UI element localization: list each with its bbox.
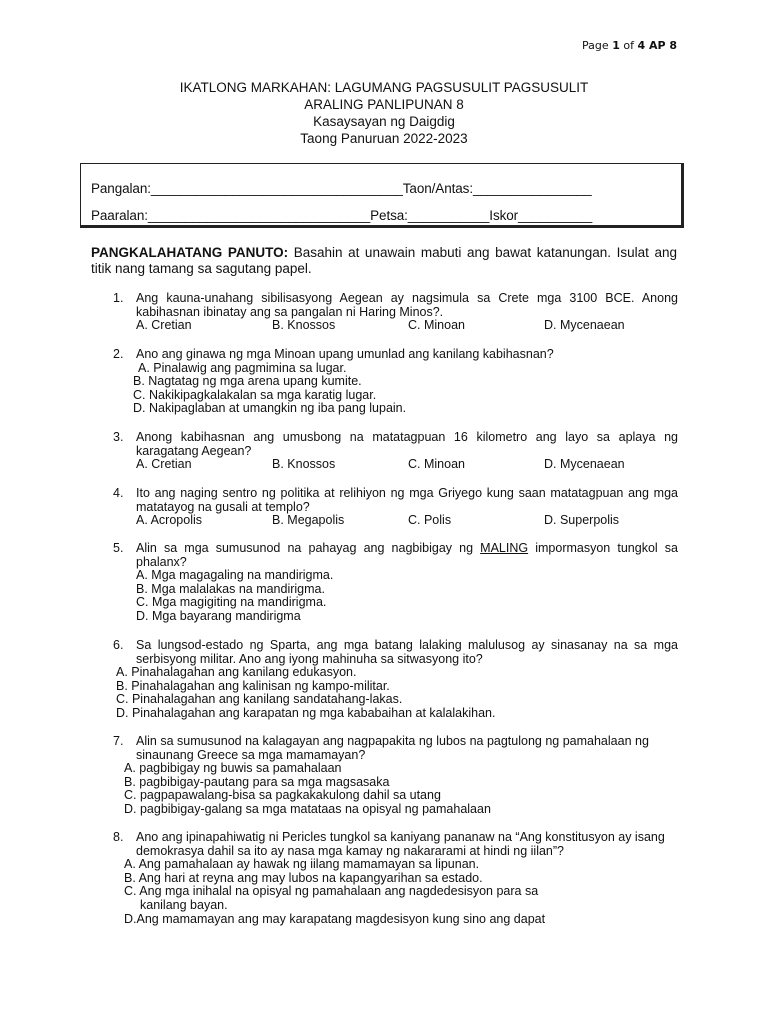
option-a[interactable]: A. Mga magagaling na mandirigma. (136, 568, 334, 583)
exam-title: IKATLONG MARKAHAN: LAGUMANG PAGSUSULIT PAGSUSULIT (179, 80, 589, 95)
question-stem: Anong kabihasnan ang umusbong na matatagpuan 16 kilometro ang layo sa aplaya ng karagatang Aegean? (136, 430, 678, 458)
question-number: 7. (113, 734, 124, 748)
option-c-continued: kanilang bayan. (140, 897, 228, 912)
option-d[interactable]: D. pagbibigay-galang sa mga matataas na opisyal ng pamahalaan (124, 801, 491, 816)
option-a[interactable]: A. pagbibigay ng buwis sa pamahalaan (124, 761, 342, 776)
option-d[interactable]: D. Pinahalagahan ang karapatan ng mga kababaihan at kalalakihan. (116, 705, 496, 720)
student-info-box (80, 163, 684, 228)
page-subject: AP 8 (645, 39, 677, 52)
question-7 (113, 735, 678, 817)
question-2 (113, 348, 678, 416)
option-c[interactable]: C. Polis (408, 513, 452, 528)
option-c[interactable]: C. Mga magigiting na mandirigma. (136, 595, 327, 610)
question-stem: Ano ang ipinapahiwatig ni Pericles tungkol sa kaniyang pananaw na “Ang konstitusyon ay isang demokrasya dahil sa ito ay nasa mga kamay ng nakararami at hindi ng iilan”? (136, 830, 665, 858)
question-number: 8. (113, 830, 124, 844)
question-stem: Ang kauna-unahang sibilisasyong Aegean ay nagsimula sa Crete mga 3100 BCE. Anong kabihasnan ibinatay ang sa pangalan ni Haring Minos?. (136, 291, 678, 319)
directions-label: PANGKALAHATANG PANUTO: (91, 245, 289, 260)
question-number: 4. (113, 486, 124, 500)
question-number: 6. (113, 638, 124, 652)
page-indicator (582, 39, 677, 52)
option-d[interactable]: D.Ang mamamayan ang may karapatang magdesisyon kung sino ang dapat (124, 911, 546, 926)
question-stem: Alin sa sumusunod na kalagayan ang nagpapakita ng lubos na pagtulong ng pamahalaan ng sinaunang Greece sa mga mamamayan? (136, 734, 649, 762)
option-c[interactable]: C. Ang mga inihalal na opisyal ng pamahalaan ang nagdedesisyon para sa (124, 884, 539, 899)
question-4 (113, 487, 678, 528)
question-number: 3. (113, 430, 124, 444)
option-b[interactable]: B. Megapolis (272, 513, 345, 528)
exam-header (0, 79, 768, 147)
question-5 (113, 542, 678, 624)
emphasis-maling: MALING (480, 541, 529, 555)
option-d[interactable]: D. Superpolis (544, 513, 620, 528)
name-year-row[interactable]: Pangalan:__________________________________Taon/Antas:________________ (91, 181, 592, 196)
option-b[interactable]: B. Pinahalagahan ang kalinisan ng kampo-militar. (116, 678, 390, 693)
option-a[interactable]: A. Pinahalagahan ang kanilang edukasyon. (116, 665, 357, 680)
option-d[interactable]: D. Nakipaglaban at umangkin ng iba pang lupain. (133, 401, 407, 416)
exam-school-year: Taong Panuruan 2022-2023 (300, 131, 468, 146)
option-b[interactable]: B. Knossos (272, 318, 336, 333)
question-6 (113, 639, 678, 721)
option-b[interactable]: B. Ang hari at reyna ang may lubos na kapangyarihan sa estado. (124, 870, 483, 885)
option-b[interactable]: B. pagbibigay-pautang para sa mga magsasaka (124, 774, 390, 789)
question-3 (113, 431, 678, 472)
question-stem: Ano ang ginawa ng mga Minoan upang umunlad ang kanilang kabihasnan? (136, 347, 554, 361)
option-c[interactable]: C. Minoan (408, 318, 465, 333)
directions-text: Basahin at unawain mabuti ang bawat katanungan. Isulat ang titik nang tamang sa sagutang papel. (91, 245, 677, 276)
option-c[interactable]: C. Pinahalagahan ang kanilang sandatahang-lakas. (116, 692, 403, 707)
option-a[interactable]: A. Cretian (136, 457, 192, 472)
question-number: 2. (113, 347, 124, 361)
option-d[interactable]: D. Mycenaean (544, 457, 625, 472)
question-stem: Sa lungsod-estado ng Sparta, ang mga batang lalaking malulusog ay sinasanay na sa mga serbisyong militar. Ano ang iyong mahinuha sa sitwasyong ito? (136, 638, 678, 666)
question-number: 1. (113, 291, 124, 305)
question-number: 5. (113, 541, 124, 555)
option-c[interactable]: C. pagpapawalang-bisa sa pagkakakulong dahil sa utang (124, 788, 441, 803)
option-a[interactable]: A. Acropolis (136, 513, 203, 528)
stem-part: Alin sa mga sumusunod na pahayag ang nagbibigay ng (136, 541, 481, 555)
page-total: 4 (637, 39, 646, 52)
question-stem (136, 542, 678, 569)
option-b[interactable]: B. Knossos (272, 457, 336, 472)
question-stem: Ito ang naging sentro ng politika at relihiyon ng mga Griyego kung saan matatagpuan ang mga matatayog na gusali at templo? (136, 486, 678, 514)
stem-part: impormasyon tungkol sa phalanx? (136, 541, 679, 569)
exam-subject: ARALING PANLIPUNAN 8 (304, 97, 464, 112)
option-d[interactable]: D. Mga bayarang mandirigma (136, 608, 301, 623)
page-current: 1 (612, 39, 620, 52)
general-directions (91, 245, 677, 277)
question-1 (113, 292, 678, 333)
page-label: Page (582, 39, 613, 52)
option-a[interactable]: A. Cretian (136, 318, 192, 333)
option-c[interactable]: C. Minoan (408, 457, 465, 472)
school-date-score-row[interactable]: Paaralan:______________________________Petsa:___________Iskor__________ (91, 208, 593, 223)
option-a[interactable]: A. Ang pamahalaan ay hawak ng iilang mamamayan sa lipunan. (124, 857, 480, 872)
option-b[interactable]: B. Nagtatag ng mga arena upang kumite. (133, 374, 362, 389)
option-c[interactable]: C. Nakikipagkalakalan sa mga karatig lugar. (133, 387, 377, 402)
option-b[interactable]: B. Mga malalakas na mandirigma. (136, 581, 325, 596)
option-a[interactable]: A. Pinalawig ang pagmimina sa lugar. (138, 360, 347, 375)
question-8 (113, 831, 678, 926)
option-d[interactable]: D. Mycenaean (544, 318, 625, 333)
page-of-label: of (619, 39, 638, 52)
exam-course: Kasaysayan ng Daigdig (313, 114, 455, 129)
